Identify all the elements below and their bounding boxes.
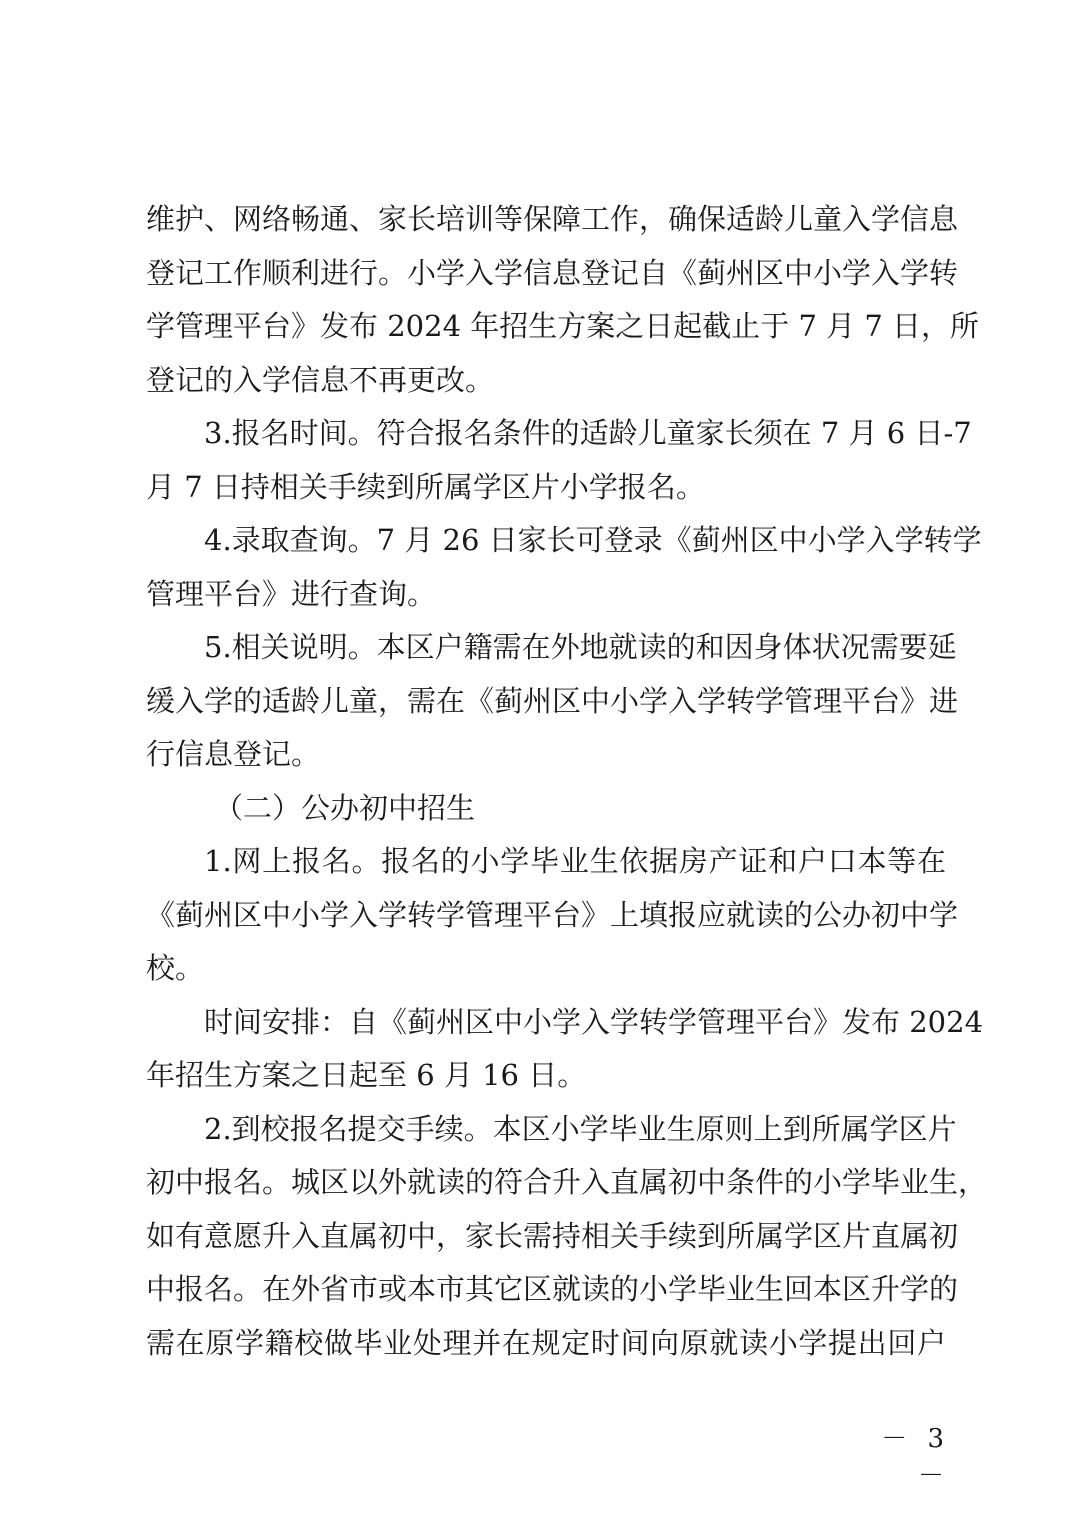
body-line: 行信息登记。 bbox=[146, 737, 321, 771]
body-line: 3.报名时间。符合报名条件的适龄儿童家长须在 7 月 6 日-7 bbox=[204, 416, 972, 450]
body-line: 维护、网络畅通、家长培训等保障工作，确保适龄儿童入学信息 bbox=[146, 202, 959, 236]
body-line: 中报名。在外省市或本市其它区就读的小学毕业生回本区升学的 bbox=[146, 1272, 959, 1306]
body-line: 缓入学的适龄儿童，需在《蓟州区中小学入学转学管理平台》进 bbox=[146, 683, 959, 718]
body-line: 登记的入学信息不再更改。 bbox=[146, 362, 495, 397]
body-line: 初中报名。城区以外就读的符合升入直属初中条件的小学毕业生， bbox=[146, 1165, 988, 1199]
body-line: 需在原学籍校做毕业处理并在规定时间向原就读小学提出回户 bbox=[146, 1325, 946, 1360]
body-line: 5.相关说明。本区户籍需在外地就读的和因身体状况需要延 bbox=[204, 630, 957, 664]
body-line: 《蓟州区中小学入学转学管理平台》上填报应就读的公办初中学 bbox=[146, 897, 959, 932]
body-line: 校。 bbox=[146, 951, 205, 985]
body-line: 管理平台》进行查询。 bbox=[146, 576, 437, 611]
body-line: 4.录取查询。7 月 26 日家长可登录《蓟州区中小学入学转学 bbox=[204, 523, 982, 557]
body-line: 1.网上报名。报名的小学毕业生依据房产证和户口本等在 bbox=[204, 844, 946, 878]
document-body bbox=[146, 193, 988, 1370]
body-line: 年招生方案之日起至 6 月 16 日。 bbox=[146, 1058, 587, 1092]
body-line: 登记工作顺利进行。小学入学信息登记自《蓟州区中小学入学转 bbox=[146, 255, 959, 290]
body-line: 2.到校报名提交手续。本区小学毕业生原则上到所属学区片 bbox=[204, 1111, 957, 1146]
body-line: 如有意愿升入直属初中，家长需持相关手续到所属学区片直属初 bbox=[146, 1218, 959, 1253]
section-heading: （二）公办初中招生 bbox=[214, 790, 476, 825]
body-line: 月 7 日持相关手续到所属学区片小学报名。 bbox=[146, 469, 705, 504]
page-number: － 3 － bbox=[881, 1424, 950, 1491]
body-line: 学管理平台》发布 2024 年招生方案之日起截止于 7 月 7 日，所 bbox=[146, 309, 980, 343]
body-line: 时间安排：自《蓟州区中小学入学转学管理平台》发布 2024 bbox=[204, 1004, 984, 1039]
